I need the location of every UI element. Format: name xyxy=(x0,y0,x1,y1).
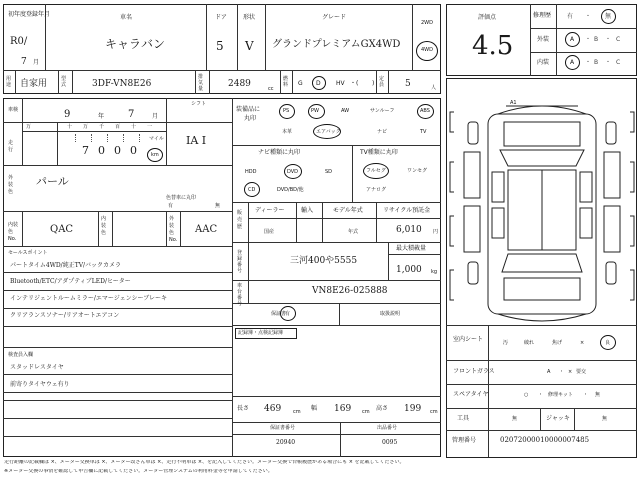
interior-color-no-label: 内装色No. xyxy=(8,222,19,242)
chassis-value: VN8E26-025888 xyxy=(312,286,388,296)
manage-no-label: 管理番号 xyxy=(452,437,477,444)
max-load-unit: kg xyxy=(431,269,438,275)
repair-label: 修理歴 xyxy=(533,12,552,19)
interior-dot2: ・ xyxy=(605,59,612,66)
capacity-unit: 人 xyxy=(431,85,437,91)
interior-label: 内装 xyxy=(537,59,550,66)
chassis-label: 車台番号 xyxy=(237,283,243,307)
windshield-dot: ・ xyxy=(559,369,565,375)
manage-no-value: 02072000010000007485 xyxy=(500,436,590,444)
shift-label: シフト xyxy=(191,101,207,107)
score-label: 評価点 xyxy=(478,14,497,21)
reg-month-unit: 月 xyxy=(33,59,40,66)
room-sheet-label: 室内シート xyxy=(453,336,484,343)
shape-label: 形状 xyxy=(243,14,256,21)
inspector-note-1: スタッドレスタイヤ xyxy=(10,364,64,371)
jack-value: 無 xyxy=(602,416,608,422)
paint-no-value: AAC xyxy=(195,224,218,235)
recycle-value: 6,010 xyxy=(396,225,422,235)
mile-label: マイル xyxy=(149,136,164,142)
exterior-dot1: ・ xyxy=(585,36,592,43)
length-label: 長さ xyxy=(237,405,250,412)
capacity-label: 定員 xyxy=(379,76,385,88)
footer-note-1: 走行距離の記載欄は ×、メーター交換車は ×、メーター改ざん車は ×、走行不明車は ×、を記入してください。メーター交換で台帳履歴がある場合にも × を記載してください。 xyxy=(4,460,405,465)
listing-no-value: 0095 xyxy=(382,439,398,446)
reg-year-label: 初年度登録年月 xyxy=(8,11,51,18)
model-value: 3DF-VN8E26 xyxy=(92,79,152,89)
repair-dot: ・ xyxy=(585,13,592,20)
fuel-dot: ・ xyxy=(350,80,357,87)
fuel-open: ( xyxy=(356,80,359,87)
4wd-label: 4WD xyxy=(421,47,433,53)
tools-value: 無 xyxy=(512,416,518,422)
odo-head-2: 万 xyxy=(83,124,89,130)
exterior-c: C xyxy=(616,36,621,43)
displacement-value: 2489 xyxy=(228,79,251,89)
odo-head-3: 千 xyxy=(99,124,105,130)
nav-dvd: DVD xyxy=(287,169,299,175)
nav-cd: CD xyxy=(248,187,256,193)
interior-b: B xyxy=(594,59,599,66)
car-diagram xyxy=(448,92,636,322)
length-value: 469 xyxy=(264,404,282,414)
nav-title: ナビ種類に丸印 xyxy=(258,149,301,156)
height-value: 199 xyxy=(404,404,422,414)
tv-fullseg: フルセグ xyxy=(366,168,386,174)
doors-value: 5 xyxy=(216,39,224,53)
color-change-label: 色替車に丸印 xyxy=(166,195,197,201)
odometer-label: 走行 xyxy=(8,140,14,153)
km-label: km xyxy=(151,152,159,158)
dealer-value: 国産 xyxy=(264,229,275,235)
width-value: 169 xyxy=(334,404,352,414)
car-name-label: 車名 xyxy=(120,14,133,21)
sheet-good: 良 xyxy=(605,340,611,346)
equip-navi: ナビ xyxy=(377,129,388,135)
sales-points-title: セールスポイント xyxy=(8,250,48,256)
capacity-value: 5 xyxy=(405,79,411,89)
interior-c: C xyxy=(616,59,621,66)
interior-color-label: 内装色 xyxy=(101,216,107,236)
grade-label: グレード xyxy=(322,14,347,21)
inspector-notes-title: 検査員入欄 xyxy=(8,352,34,358)
docs-warranty-status: 有 xyxy=(285,311,291,317)
equip-pw: PW xyxy=(311,108,319,114)
color-label: 外装色 xyxy=(8,175,14,195)
plate-label: 登録番号 xyxy=(237,250,243,274)
docs-records-label: 記録簿・点検記録簿 xyxy=(238,330,284,336)
width-unit: cm xyxy=(362,409,370,415)
warranty-no-value: 20940 xyxy=(276,439,296,446)
interior-color-no-value: QAC xyxy=(50,224,74,235)
exterior-b: B xyxy=(594,36,599,43)
fuel-d: D xyxy=(316,80,321,87)
spare-dot2: ・ xyxy=(583,392,589,398)
exterior-a: A xyxy=(570,36,575,43)
odo-head-0: 万 xyxy=(26,124,32,130)
docs-manual-label: 取扱説明 xyxy=(380,311,401,317)
displacement-label: 排気量 xyxy=(198,74,204,92)
inspection-year-unit: 年 xyxy=(98,113,105,120)
windshield-x: × xyxy=(568,369,573,375)
sales-point-1: パートタイム4WD/純正TV/バックカメラ xyxy=(10,262,122,269)
svg-text:A1: A1 xyxy=(510,100,517,106)
sheet-torn: 破れ xyxy=(524,340,535,346)
equipment-title-1: 装備品に xyxy=(236,106,261,113)
equip-leather: 本革 xyxy=(282,129,293,135)
fuel-label: 燃料 xyxy=(283,76,289,88)
windshield-replace: 要交 xyxy=(576,369,587,375)
tv-analog: アナログ xyxy=(366,187,387,193)
equip-tv: TV xyxy=(420,129,427,135)
doors-label: ドア xyxy=(215,14,227,21)
docs-warranty-label: 保証書 xyxy=(271,311,287,317)
car-name-value: キャラバン xyxy=(105,37,166,51)
plate-value: 三河400や5555 xyxy=(290,256,358,266)
sales-point-2: Bluetooth/ETC/アダプティブLED/ヒーター xyxy=(10,278,131,285)
max-load-label: 最大積載量 xyxy=(396,245,427,252)
spare-yes: ○ xyxy=(524,392,529,398)
interior-a: A xyxy=(570,59,575,66)
odo-digit-2: 0 xyxy=(114,144,121,157)
sales-point-4: クリアランスソナー/リアオートエアコン xyxy=(10,312,120,319)
inspection-month-unit: 月 xyxy=(152,113,159,120)
fuel-hv: HV xyxy=(336,80,345,87)
sheet-dirty: 汚 xyxy=(503,340,509,346)
odo-digit-3: 0 xyxy=(130,144,137,157)
equip-airbag: エアバック xyxy=(316,129,341,135)
windshield-label: フロントガラス xyxy=(453,368,495,375)
odo-head-5: 十 xyxy=(131,124,137,130)
footer-note-2: ※メーター交換の事情を確認して申告欄に記載してください。メーター管理システムの利用料金等を申請してください。 xyxy=(4,469,273,474)
cc-unit: cc xyxy=(268,86,274,92)
grade-value: グランドプレミアムGX4WD xyxy=(272,39,401,50)
spare-dot1: ・ xyxy=(538,392,544,398)
tv-title: TV種類に丸印 xyxy=(360,149,398,156)
odo-digit-0: 7 xyxy=(82,144,89,157)
score-value: 4.5 xyxy=(472,31,514,61)
equip-aw: AW xyxy=(341,108,350,114)
2wd-label: 2WD xyxy=(421,20,433,26)
sheet-x: × xyxy=(580,340,585,346)
max-load-value: 1,000 xyxy=(396,265,422,275)
repair-yes: 有 xyxy=(567,13,574,20)
warranty-no-label: 保証書番号 xyxy=(270,425,296,431)
recycle-label: リサイクル預託金 xyxy=(383,207,431,214)
model-label: 型式 xyxy=(61,76,67,88)
sales-point-3: インテリジェントルームミラー/エマージェンシーブレーキ xyxy=(10,295,167,302)
repair-no: 無 xyxy=(605,13,612,20)
reg-year-value: R0/ xyxy=(10,36,28,47)
tv-oneseg: ワンセグ xyxy=(407,168,428,174)
dealer-label: ディーラー xyxy=(255,207,285,214)
windshield-a: A xyxy=(547,369,551,375)
inspection-month: 7 xyxy=(128,109,135,120)
length-unit: cm xyxy=(293,409,301,415)
purpose-value: 自家用 xyxy=(20,79,48,89)
model-year-unit: 年式 xyxy=(348,229,359,235)
equip-sunroof: サンルーフ xyxy=(370,108,395,114)
equip-ps: PS xyxy=(283,108,290,114)
odo-digit-1: 0 xyxy=(98,144,105,157)
interior-dot1: ・ xyxy=(585,59,592,66)
purpose-label: 用途 xyxy=(6,76,12,88)
sheet-burn: 焦げ xyxy=(552,340,563,346)
inspection-label: 車検 xyxy=(8,107,19,113)
color-value: パール xyxy=(36,175,69,188)
exterior-label: 外装 xyxy=(537,36,550,43)
equipment-title-2: 丸印 xyxy=(244,115,257,122)
width-label: 幅 xyxy=(311,405,318,412)
model-year-label: モデル年式 xyxy=(333,207,363,214)
fuel-close: ) xyxy=(372,80,375,87)
nav-other: DVD/BD/他 xyxy=(277,187,304,193)
inspection-year: 9 xyxy=(64,109,71,120)
import-label: 輸入 xyxy=(301,207,314,214)
listing-no-label: 出品番号 xyxy=(377,425,398,431)
nav-hdd: HDD xyxy=(245,169,257,175)
paint-no-label: 外装色No. xyxy=(169,216,178,243)
odo-head-1: 十 xyxy=(67,124,73,130)
height-unit: cm xyxy=(430,409,438,415)
odo-head-6: 一 xyxy=(147,124,153,130)
height-label: 高さ xyxy=(376,405,389,412)
inspector-note-2: 前寄りタイヤウェ有り xyxy=(10,381,70,388)
shape-value: V xyxy=(245,39,254,53)
spare-none: 無 xyxy=(595,392,601,398)
shift-value: IA I xyxy=(186,134,207,147)
exterior-dot2: ・ xyxy=(605,36,612,43)
jack-label: ジャッキ xyxy=(546,415,570,422)
reg-month-value: 7 xyxy=(21,57,27,67)
odo-head-4: 百 xyxy=(115,124,121,130)
color-change-yes: 有 xyxy=(168,203,174,209)
nav-sd: SD xyxy=(325,169,333,175)
fuel-g: G xyxy=(298,80,303,87)
color-change-no: 無 xyxy=(215,203,221,209)
history-label: 販売歴 xyxy=(237,210,243,230)
spare-kit: 修理キット xyxy=(548,392,573,398)
recycle-yen: 円 xyxy=(433,229,439,235)
spare-label: スペアタイヤ xyxy=(453,391,489,398)
tools-label: 工具 xyxy=(457,415,470,422)
equip-abs: ABS xyxy=(420,108,430,114)
